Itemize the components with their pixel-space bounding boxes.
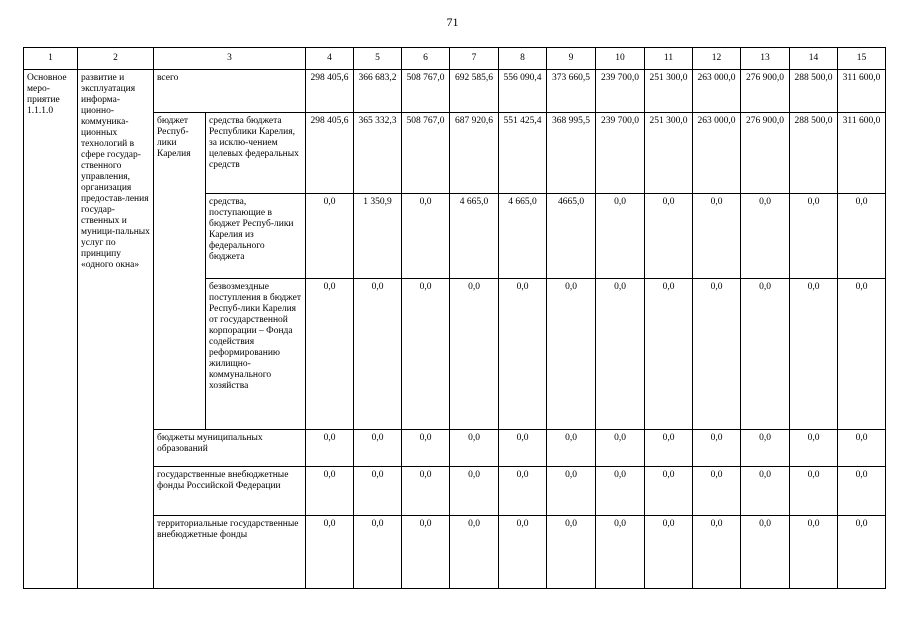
value-cell: 0,0 xyxy=(741,516,790,589)
value-cell: 0,0 xyxy=(790,194,838,279)
header-cell: 10 xyxy=(596,48,645,70)
value-cell: 0,0 xyxy=(645,279,693,430)
value-cell: 692 585,6 xyxy=(450,70,499,113)
table-row-territorial-offbudget xyxy=(24,516,886,589)
value-cell: 0,0 xyxy=(596,467,645,516)
row-label: государственные внебюджетные фонды Российской Федерации xyxy=(154,467,306,516)
header-cell: 9 xyxy=(547,48,596,70)
value-cell: 0,0 xyxy=(450,467,499,516)
value-cell: 276 900,0 xyxy=(741,70,790,113)
value-cell: 0,0 xyxy=(645,430,693,467)
value-cell: 0,0 xyxy=(402,279,450,430)
value-cell: 0,0 xyxy=(402,516,450,589)
value-cell: 4 665,0 xyxy=(499,194,547,279)
activity-code: Основное меро-приятие 1.1.1.0 xyxy=(24,70,78,589)
value-cell: 0,0 xyxy=(693,194,741,279)
value-cell: 0,0 xyxy=(450,430,499,467)
page-number: 71 xyxy=(446,15,459,29)
value-cell: 0,0 xyxy=(838,279,886,430)
budget-table xyxy=(23,47,886,589)
value-cell: 0,0 xyxy=(596,516,645,589)
value-cell: 0,0 xyxy=(596,279,645,430)
value-cell: 0,0 xyxy=(790,467,838,516)
table-row-municipal xyxy=(24,430,886,467)
header-cell: 6 xyxy=(402,48,450,70)
value-cell: 0,0 xyxy=(645,467,693,516)
value-cell: 0,0 xyxy=(645,516,693,589)
value-cell: 687 920,6 xyxy=(450,113,499,194)
value-cell: 0,0 xyxy=(790,516,838,589)
value-cell: 0,0 xyxy=(499,467,547,516)
header-row xyxy=(24,48,886,70)
value-cell: 311 600,0 xyxy=(838,70,886,113)
value-cell: 239 700,0 xyxy=(596,113,645,194)
header-cell: 13 xyxy=(741,48,790,70)
value-cell: 4665,0 xyxy=(547,194,596,279)
value-cell: 508 767,0 xyxy=(402,113,450,194)
header-cell: 3 xyxy=(154,48,306,70)
value-cell: 298 405,6 xyxy=(306,113,354,194)
value-cell: 365 332,3 xyxy=(354,113,402,194)
row-label: бюджеты муниципальных образований xyxy=(154,430,306,467)
value-cell: 251 300,0 xyxy=(645,113,693,194)
value-cell: 251 300,0 xyxy=(645,70,693,113)
value-cell: 298 405,6 xyxy=(306,70,354,113)
value-cell: 0,0 xyxy=(693,467,741,516)
value-cell: 1 350,9 xyxy=(354,194,402,279)
table-row-federal-offbudget xyxy=(24,467,886,516)
value-cell: 0,0 xyxy=(499,279,547,430)
header-cell: 5 xyxy=(354,48,402,70)
value-cell: 0,0 xyxy=(838,516,886,589)
header-cell: 4 xyxy=(306,48,354,70)
value-cell: 288 500,0 xyxy=(790,70,838,113)
row-label: средства, поступающие в бюджет Респуб-лики Карелия из федерального бюджета xyxy=(206,194,306,279)
value-cell: 0,0 xyxy=(354,279,402,430)
value-cell: 0,0 xyxy=(741,279,790,430)
value-cell: 0,0 xyxy=(499,516,547,589)
value-cell: 239 700,0 xyxy=(596,70,645,113)
value-cell: 0,0 xyxy=(306,430,354,467)
value-cell: 0,0 xyxy=(741,430,790,467)
value-cell: 0,0 xyxy=(306,516,354,589)
value-cell: 368 995,5 xyxy=(547,113,596,194)
header-cell: 7 xyxy=(450,48,499,70)
value-cell: 0,0 xyxy=(693,516,741,589)
table-row-total xyxy=(24,70,886,113)
header-cell: 12 xyxy=(693,48,741,70)
value-cell: 0,0 xyxy=(450,279,499,430)
header-cell: 8 xyxy=(499,48,547,70)
value-cell: 0,0 xyxy=(838,194,886,279)
value-cell: 0,0 xyxy=(547,279,596,430)
value-cell: 551 425,4 xyxy=(499,113,547,194)
value-cell: 0,0 xyxy=(354,516,402,589)
value-cell: 0,0 xyxy=(499,430,547,467)
value-cell: 0,0 xyxy=(838,430,886,467)
value-cell: 263 000,0 xyxy=(693,113,741,194)
value-cell: 0,0 xyxy=(450,516,499,589)
row-label: средства бюджета Республики Карелия, за исклю-чением целевых федеральных средств xyxy=(206,113,306,194)
value-cell: 0,0 xyxy=(596,430,645,467)
value-cell: 373 660,5 xyxy=(547,70,596,113)
value-cell: 288 500,0 xyxy=(790,113,838,194)
value-cell: 0,0 xyxy=(306,467,354,516)
value-cell: 0,0 xyxy=(741,194,790,279)
header-cell: 15 xyxy=(838,48,886,70)
value-cell: 0,0 xyxy=(838,467,886,516)
value-cell: 0,0 xyxy=(547,516,596,589)
value-cell: 0,0 xyxy=(306,194,354,279)
value-cell: 276 900,0 xyxy=(741,113,790,194)
value-cell: 508 767,0 xyxy=(402,70,450,113)
header-cell: 14 xyxy=(790,48,838,70)
value-cell: 556 090,4 xyxy=(499,70,547,113)
header-cell: 2 xyxy=(78,48,154,70)
header-cell: 11 xyxy=(645,48,693,70)
row-label: территориальные государственные внебюджетные фонды xyxy=(154,516,306,589)
table-row-regional-budget xyxy=(24,113,886,194)
row-label: безвозмездные поступления в бюджет Респуб-лики Карелия от государственной корпорации – Фонда содействия реформированию жилищно-коммунального хозяйства xyxy=(206,279,306,430)
value-cell: 311 600,0 xyxy=(838,113,886,194)
value-cell: 0,0 xyxy=(402,430,450,467)
value-cell: 263 000,0 xyxy=(693,70,741,113)
value-cell: 0,0 xyxy=(306,279,354,430)
value-cell: 4 665,0 xyxy=(450,194,499,279)
value-cell: 0,0 xyxy=(693,279,741,430)
value-cell: 0,0 xyxy=(790,430,838,467)
group-label: бюджет Респуб-лики Карелия xyxy=(154,113,206,430)
value-cell: 0,0 xyxy=(354,467,402,516)
value-cell: 0,0 xyxy=(547,430,596,467)
value-cell: 0,0 xyxy=(645,194,693,279)
row-label: всего xyxy=(154,70,306,113)
value-cell: 0,0 xyxy=(596,194,645,279)
header-cell: 1 xyxy=(24,48,78,70)
value-cell: 0,0 xyxy=(741,467,790,516)
activity-name: развитие и эксплуатация информа-ционно-коммуника-ционных технологий в сфере государ-ственного управления, организация предостав-ления государ-ственных и муници-пальных услуг по принципу «одного окна» xyxy=(78,70,154,589)
value-cell: 0,0 xyxy=(547,467,596,516)
value-cell: 0,0 xyxy=(790,279,838,430)
value-cell: 0,0 xyxy=(402,467,450,516)
value-cell: 0,0 xyxy=(693,430,741,467)
value-cell: 366 683,2 xyxy=(354,70,402,113)
value-cell: 0,0 xyxy=(354,430,402,467)
value-cell: 0,0 xyxy=(402,194,450,279)
